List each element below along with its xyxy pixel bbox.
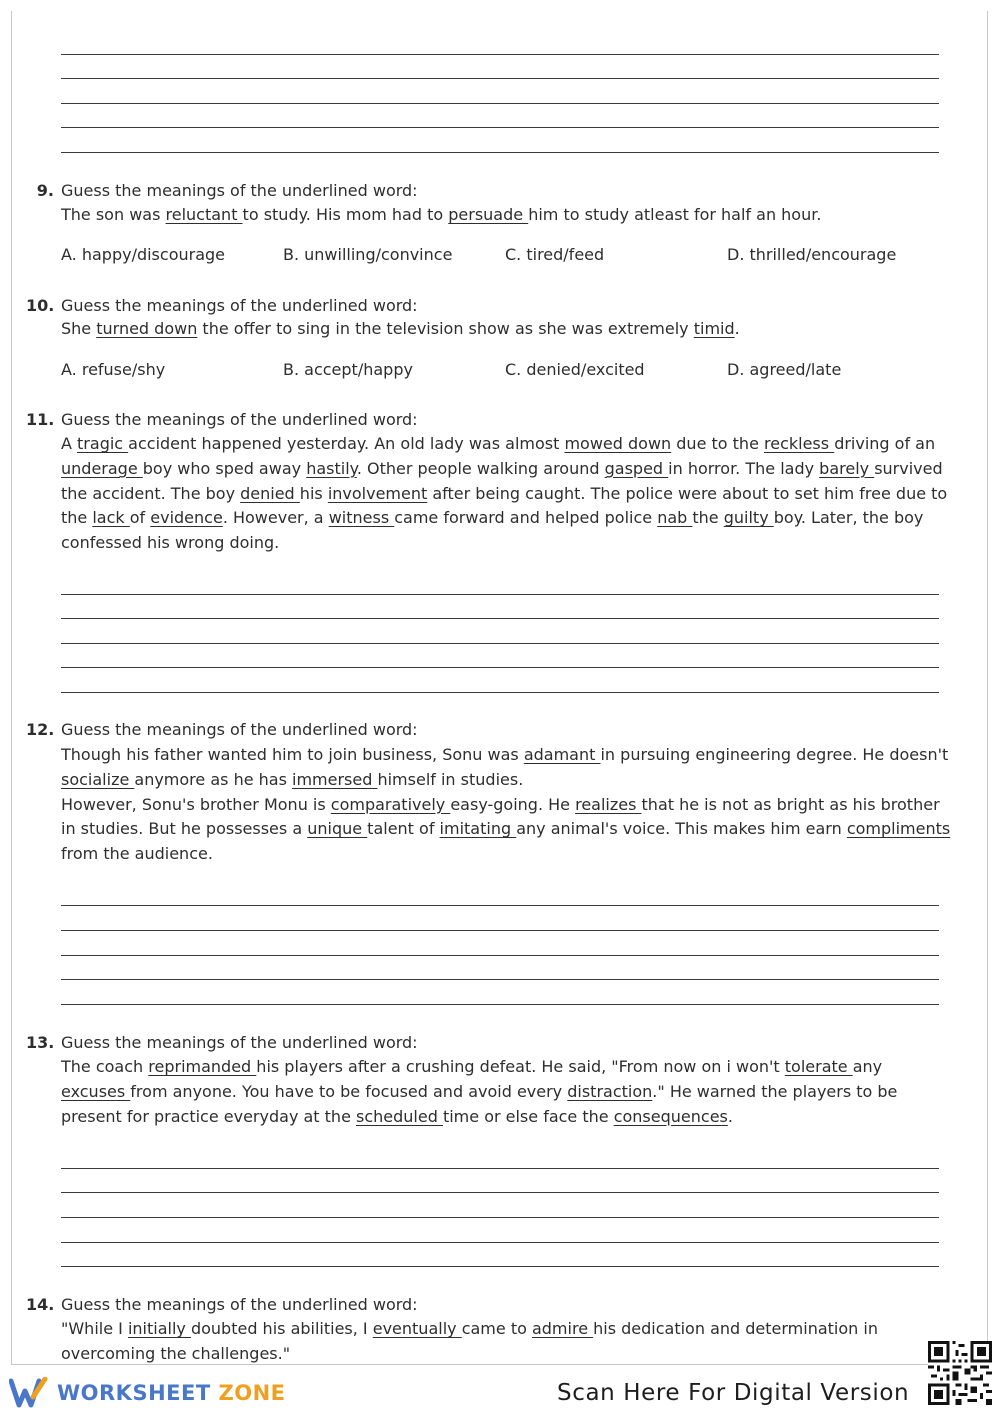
passage-text: Though his father wanted him to join business, Sonu was — [61, 745, 524, 764]
passage-text: . — [727, 1106, 733, 1126]
passage-text: accident happened yesterday. An old lady was almost — [128, 434, 565, 453]
worksheet-zone-logo[interactable] — [9, 1377, 286, 1409]
question-passage — [61, 1317, 951, 1367]
passage-text: However, Sonu's brother Monu is — [61, 794, 331, 814]
underlined-word: barely — [819, 458, 875, 478]
question-number: 14. — [26, 1295, 55, 1314]
question-passage — [61, 432, 951, 556]
underlined-word: tolerate — [784, 1057, 853, 1076]
passage-text: easy-going. He — [450, 794, 576, 814]
passage-text: himself in studies. — [377, 769, 524, 789]
passage-text: . — [734, 319, 740, 338]
question-number: 11. — [26, 410, 55, 429]
question-passage — [61, 743, 951, 867]
underlined-word: comparatively — [330, 794, 451, 814]
passage-text: talent of — [367, 819, 440, 839]
answer-line[interactable] — [61, 1217, 939, 1218]
answer-line[interactable] — [61, 78, 939, 79]
answer-line[interactable] — [61, 618, 939, 619]
answer-line[interactable] — [61, 54, 939, 55]
passage-text: driving of an — [834, 434, 936, 453]
underlined-word: adamant — [523, 745, 601, 764]
option-c[interactable]: C. denied/excited — [505, 360, 645, 379]
question-passage — [61, 1055, 951, 1129]
underlined-word: reprimanded — [148, 1057, 257, 1076]
answer-line[interactable] — [61, 979, 939, 980]
passage-text: from the audience. — [61, 844, 213, 864]
underlined-word: socialize — [61, 769, 135, 789]
underlined-word: lack — [92, 508, 130, 528]
passage-text: A — [61, 434, 78, 453]
underlined-word: tragic — [77, 434, 129, 453]
question-passage — [61, 317, 951, 342]
answer-line[interactable] — [61, 905, 939, 906]
underlined-word: initially — [127, 1319, 191, 1338]
underlined-word: eventually — [372, 1319, 462, 1338]
passage-text: any animal's voice. This makes him earn — [516, 819, 847, 839]
underlined-word: admire — [531, 1319, 594, 1338]
answer-line[interactable] — [61, 930, 939, 931]
question-title: Guess the meanings of the underlined word: — [61, 410, 418, 429]
passage-text: She — [61, 319, 97, 338]
answer-line[interactable] — [61, 1266, 939, 1267]
passage-text: after being caught. The police were about to set him free due to the — [61, 483, 948, 528]
answer-line[interactable] — [61, 692, 939, 693]
answer-line[interactable] — [61, 127, 939, 128]
brand-first: WORKSHEET — [57, 1381, 211, 1405]
passage-text: boy. Later, the boy confessed his wrong doing. — [61, 508, 924, 553]
underlined-word: excuses — [61, 1081, 131, 1101]
passage-text: . Other people walking around — [356, 458, 605, 478]
brand-name — [57, 1381, 286, 1405]
passage-text: . However, a — [222, 508, 329, 528]
passage-text: time or else face the — [442, 1106, 614, 1126]
option-c[interactable]: C. tired/feed — [505, 245, 605, 264]
passage-text: survived the accident. The boy — [61, 458, 943, 503]
passage-text: the — [692, 508, 724, 528]
underlined-word: unique — [307, 819, 368, 839]
passage-text: boy who sped away — [142, 458, 307, 478]
passage-text: in horror. The lady — [668, 458, 820, 478]
question-title: Guess the meanings of the underlined word: — [61, 181, 418, 200]
underlined-word: gasped — [604, 458, 669, 478]
underlined-word: witness — [328, 508, 395, 528]
underlined-word: guilty — [723, 508, 774, 528]
answer-line[interactable] — [61, 152, 939, 153]
passage-text: came to — [461, 1319, 532, 1338]
answer-line[interactable] — [61, 103, 939, 104]
answer-line[interactable] — [61, 594, 939, 595]
underlined-word: persuade — [448, 205, 529, 224]
option-b[interactable]: B. unwilling/convince — [283, 245, 453, 264]
qr-code-icon[interactable] — [928, 1341, 992, 1405]
underlined-word: timid — [693, 319, 735, 338]
underlined-word: denied — [240, 483, 300, 503]
passage-text: his dedication and determination in overcoming the challenges." — [61, 1319, 878, 1363]
underlined-word: reckless — [764, 434, 835, 453]
underlined-word: evidence — [150, 508, 223, 528]
option-a[interactable]: A. happy/discourage — [61, 245, 225, 264]
passage-text: The son was — [61, 205, 166, 224]
answer-line[interactable] — [61, 1004, 939, 1005]
passage-text: the offer to sing in the television show as she was extremely — [197, 319, 694, 338]
option-d[interactable]: D. agreed/late — [727, 360, 842, 379]
underlined-word: realizes — [575, 794, 642, 814]
passage-text: him to study atleast for half an hour. — [528, 205, 822, 224]
question-title: Guess the meanings of the underlined word: — [61, 1295, 418, 1314]
underlined-word: consequences — [613, 1106, 728, 1126]
question-title: Guess the meanings of the underlined word: — [61, 1033, 418, 1052]
passage-text: anymore as he has — [134, 769, 292, 789]
brand-second: ZONE — [218, 1381, 286, 1405]
passage-text: doubted his abilities, I — [190, 1319, 373, 1338]
underlined-word: hastily — [306, 458, 357, 478]
option-a[interactable]: A. refuse/shy — [61, 360, 166, 379]
passage-text: in pursuing engineering degree. He doesn't — [600, 745, 949, 764]
question-passage — [61, 203, 951, 228]
passage-text: that he is not as bright as his brother in studies. But he possesses a — [61, 794, 940, 839]
underlined-word: turned down — [96, 319, 198, 338]
underlined-word: distraction — [567, 1081, 653, 1101]
underlined-word: immersed — [292, 769, 378, 789]
option-d[interactable]: D. thrilled/encourage — [727, 245, 897, 264]
passage-text: "While I — [61, 1319, 128, 1338]
passage-text: came forward and helped police — [394, 508, 658, 528]
question-number: 10. — [26, 296, 55, 315]
worksheet-zone-logo-icon — [9, 1377, 51, 1409]
passage-text: to study. His mom had to — [242, 205, 449, 224]
question-number: 13. — [26, 1033, 55, 1052]
passage-text: The coach — [61, 1057, 149, 1076]
passage-text: his players after a crushing defeat. He said, "From now on i won't — [256, 1057, 785, 1076]
answer-line[interactable] — [61, 1168, 939, 1169]
answer-line[interactable] — [61, 643, 939, 644]
underlined-word: compliments — [846, 819, 951, 839]
answer-line[interactable] — [61, 955, 939, 956]
underlined-word: imitating — [439, 819, 517, 839]
underlined-word: mowed down — [564, 434, 672, 453]
underlined-word: underage — [61, 458, 143, 478]
passage-text: his — [299, 483, 328, 503]
question-number: 12. — [26, 720, 55, 739]
passage-text: from anyone. You have to be focused and avoid every — [130, 1081, 568, 1101]
scan-text: Scan Here For Digital Version — [557, 1380, 910, 1406]
passage-text: of — [129, 508, 151, 528]
answer-line[interactable] — [61, 1242, 939, 1243]
passage-text: due to the — [671, 434, 764, 453]
passage-text: ." He warned the players to be present for practice everyday at the — [61, 1081, 898, 1126]
question-title: Guess the meanings of the underlined word: — [61, 720, 418, 739]
question-number: 9. — [36, 181, 54, 200]
underlined-word: nab — [657, 508, 693, 528]
option-b[interactable]: B. accept/happy — [283, 360, 413, 379]
question-title: Guess the meanings of the underlined word: — [61, 296, 418, 315]
underlined-word: reluctant — [165, 205, 243, 224]
underlined-word: scheduled — [356, 1106, 443, 1126]
answer-line[interactable] — [61, 1192, 939, 1193]
answer-line[interactable] — [61, 667, 939, 668]
passage-text: any — [852, 1057, 883, 1076]
underlined-word: involvement — [327, 483, 428, 503]
